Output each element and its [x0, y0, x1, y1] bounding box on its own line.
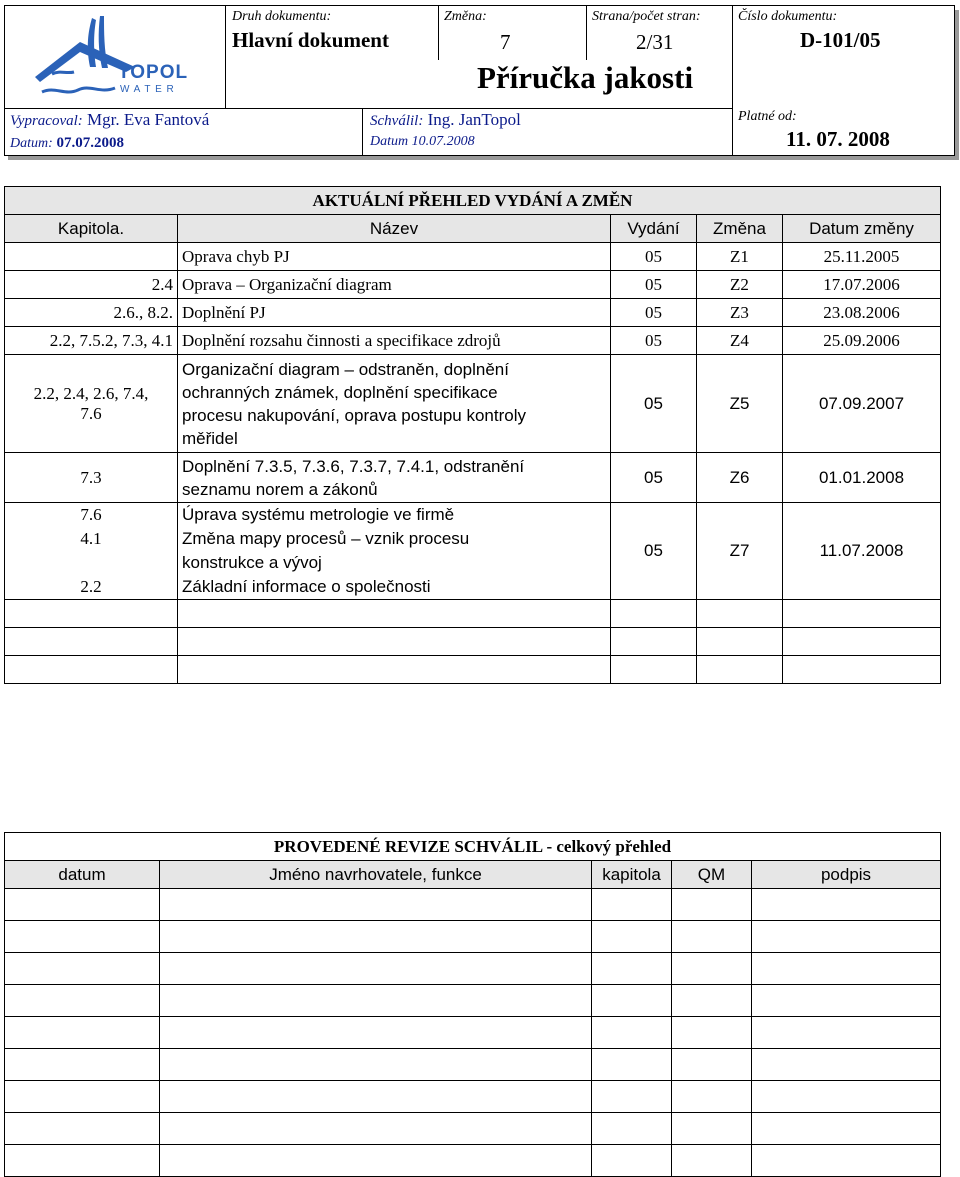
row-change: Z5 [697, 355, 783, 453]
table-row [5, 327, 941, 355]
valid-from-value: 11. 07. 2008 [786, 127, 890, 151]
chapter-line: 7.6 [80, 505, 102, 524]
doc-type-label: Druh dokumentu: [232, 9, 332, 24]
doc-type-value: Hlavní dokument [232, 28, 389, 52]
empty-row [5, 953, 941, 985]
chapter-line: 4.1 [80, 529, 102, 548]
manual-title: Příručka jakosti [476, 60, 694, 95]
row-date: 01.01.2008 [783, 453, 941, 503]
valid-from-label: Platné od: [738, 109, 797, 124]
name-line: Základní informace o společnosti [182, 577, 431, 596]
empty-row [5, 889, 941, 921]
row-date: 25.11.2005 [783, 243, 941, 271]
empty-row [5, 656, 941, 684]
name-line: procesu nakupování, oprava postupu kontroly [182, 405, 527, 425]
row-date: 17.07.2006 [783, 271, 941, 299]
page-label: Strana/počet stran: [592, 9, 701, 24]
row-chapter: 2.6., 8.2. [5, 299, 178, 327]
row-name: Oprava chyb PJ [178, 243, 611, 271]
row-chapter: 2.2, 7.5.2, 7.3, 4.1 [5, 327, 178, 355]
row-edition: 05 [611, 453, 697, 503]
approved-date: Datum 10.07.2008 [370, 134, 475, 149]
name-line: Změna mapy procesů – vznik procesu [182, 529, 470, 548]
doc-number-value: D-101/05 [800, 28, 881, 52]
revisions-table [4, 832, 941, 1177]
changes-table [4, 186, 941, 684]
chapter-line: 7.6 [80, 403, 102, 423]
empty-row [5, 1145, 941, 1177]
name-line: seznamu norem a zákonů [182, 479, 378, 499]
prepared-date-label: Datum: [10, 136, 53, 151]
table-row [5, 243, 941, 271]
row-name: Oprava – Organizační diagram [178, 271, 611, 299]
empty-row [5, 600, 941, 628]
row-name: Doplnění PJ [178, 299, 611, 327]
name-line: Organizační diagram – odstraněn, doplnění [182, 359, 509, 379]
prepared-label: Vypracoval: [10, 113, 83, 129]
row-chapter [5, 503, 178, 600]
table-row [5, 453, 941, 503]
company-logo [30, 12, 200, 100]
col-edition: Vydání [611, 215, 697, 243]
chapter-line: 2.2 [80, 577, 102, 596]
row-edition: 05 [611, 355, 697, 453]
logo-subtext: W A T E R [120, 84, 175, 95]
empty-row [5, 1081, 941, 1113]
revisions-table-title: PROVEDENÉ REVIZE SCHVÁLIL - celkový přehled [5, 833, 941, 861]
prepared-date-value: 07.07.2008 [56, 135, 125, 151]
row-edition: 05 [611, 271, 697, 299]
row-name: Doplnění rozsahu činnosti a specifikace zdrojů [178, 327, 611, 355]
name-line: konstrukce a vývoj [182, 553, 322, 572]
change-value: 7 [500, 30, 511, 54]
row-edition: 05 [611, 327, 697, 355]
empty-row [5, 985, 941, 1017]
row-edition: 05 [611, 503, 697, 600]
col-date: datum [5, 861, 160, 889]
col-change: Změna [697, 215, 783, 243]
changes-table-title: AKTUÁLNÍ PŘEHLED VYDÁNÍ A ZMĚN [5, 187, 941, 215]
chapter-line: 2.2, 2.4, 2.6, 7.4, [33, 383, 149, 403]
empty-row [5, 1017, 941, 1049]
row-change: Z1 [697, 243, 783, 271]
col-name: Název [178, 215, 611, 243]
col-qm: QM [672, 861, 752, 889]
table-row [5, 503, 941, 600]
row-change: Z4 [697, 327, 783, 355]
row-date: 25.09.2006 [783, 327, 941, 355]
col-signature: podpis [752, 861, 941, 889]
row-change: Z2 [697, 271, 783, 299]
row-name [178, 503, 611, 600]
row-edition: 05 [611, 243, 697, 271]
row-name [178, 355, 611, 453]
name-line: ochranných známek, doplnění specifikace [182, 382, 498, 402]
col-chapter: kapitola [592, 861, 672, 889]
row-date: 07.09.2007 [783, 355, 941, 453]
table-row [5, 271, 941, 299]
empty-row [5, 628, 941, 656]
changes-header-row [5, 215, 941, 243]
empty-row [5, 921, 941, 953]
empty-row [5, 1113, 941, 1145]
row-date: 11.07.2008 [783, 503, 941, 600]
name-line: měřidel [182, 428, 238, 448]
name-line: Úprava systému metrologie ve firmě [182, 505, 455, 524]
col-proposer: Jméno navrhovatele, funkce [160, 861, 592, 889]
prepared-value: Mgr. Eva Fantová [87, 110, 210, 129]
approved-by [370, 110, 521, 130]
row-chapter [5, 243, 178, 271]
col-date: Datum změny [783, 215, 941, 243]
prepared-date [10, 135, 124, 152]
row-chapter [5, 355, 178, 453]
approved-value: Ing. JanTopol [427, 110, 521, 129]
row-change: Z7 [697, 503, 783, 600]
prepared-by [10, 110, 209, 130]
revisions-header-row [5, 861, 941, 889]
doc-number-label: Číslo dokumentu: [738, 9, 838, 24]
row-change: Z6 [697, 453, 783, 503]
row-chapter: 7.3 [5, 453, 178, 503]
row-name [178, 453, 611, 503]
change-label: Změna: [444, 9, 487, 24]
empty-row [5, 1049, 941, 1081]
chapter-line-blank [9, 551, 173, 575]
table-row [5, 299, 941, 327]
row-edition: 05 [611, 299, 697, 327]
page-value: 2/31 [636, 30, 674, 54]
row-date: 23.08.2006 [783, 299, 941, 327]
approved-label: Schválil: [370, 113, 424, 129]
row-change: Z3 [697, 299, 783, 327]
row-chapter: 2.4 [5, 271, 178, 299]
name-line: Doplnění 7.3.5, 7.3.6, 7.3.7, 7.4.1, odstranění [182, 456, 525, 476]
logo-text: TOPOL [118, 62, 189, 83]
table-row [5, 355, 941, 453]
col-chapter: Kapitola. [5, 215, 178, 243]
